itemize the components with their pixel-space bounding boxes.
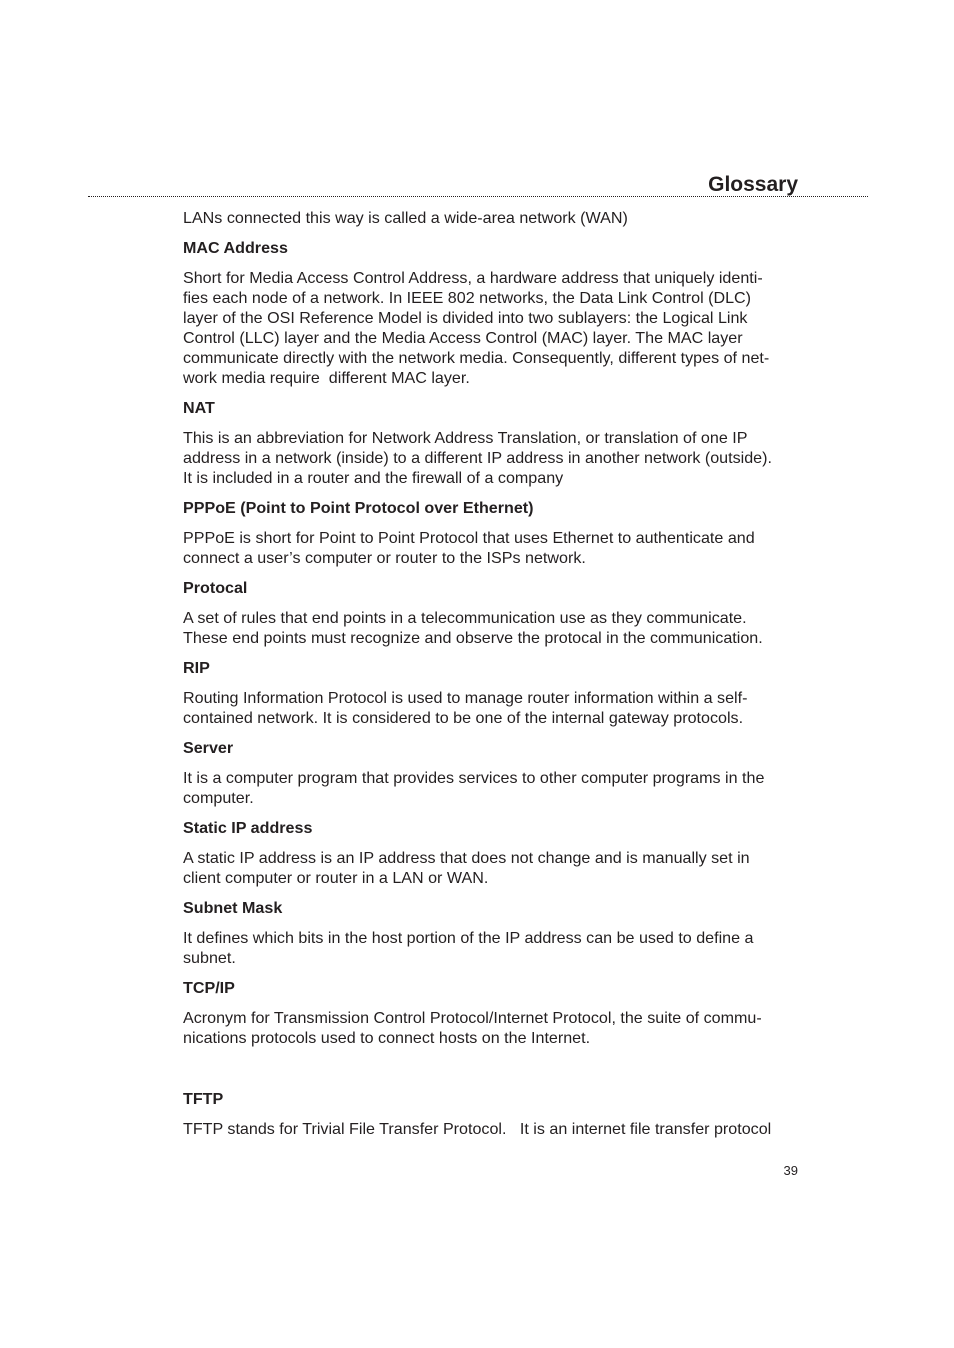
definition-line: address in a network (inside) to a different IP address in another network (outside).	[183, 449, 772, 467]
glossary-term: TFTP	[183, 1090, 224, 1108]
definition-line: connect a user’s computer or router to the ISPs network.	[183, 549, 586, 567]
definition-line: TFTP stands for Trivial File Transfer Protocol. It is an internet file transfer protocol	[183, 1120, 772, 1138]
definition-line: communicate directly with the network media. Consequently, different types of net-	[183, 349, 770, 367]
glossary-definition	[183, 1008, 803, 1048]
definition-line: It defines which bits in the host portion of the IP address can be used to define a	[183, 929, 754, 947]
glossary-definition	[183, 428, 803, 488]
glossary-definition	[183, 528, 803, 568]
definition-line: A static IP address is an IP address that does not change and is manually set in	[183, 849, 750, 867]
definition-line: fies each node of a network. In IEEE 802 networks, the Data Link Control (DLC)	[183, 289, 752, 307]
definition-line: computer.	[183, 789, 254, 807]
definition-line: client computer or router in a LAN or WAN.	[183, 869, 489, 887]
page-title: Glossary	[708, 173, 798, 196]
definition-line: Acronym for Transmission Control Protocol/Internet Protocol, the suite of commu-	[183, 1009, 762, 1027]
definition-line: This is an abbreviation for Network Address Translation, or translation of one IP	[183, 429, 748, 447]
definition-line: layer of the OSI Reference Model is divided into two sublayers: the Logical Link	[183, 309, 748, 327]
definition-line: It is included in a router and the firewall of a company	[183, 469, 564, 487]
glossary-definition	[183, 848, 803, 888]
glossary-definition	[183, 268, 803, 388]
glossary-definition	[183, 608, 803, 648]
definition-line: work media require different MAC layer.	[183, 369, 470, 387]
definition-line: Short for Media Access Control Address, a hardware address that uniquely identi-	[183, 269, 763, 287]
definition-line: A set of rules that end points in a telecommunication use as they communicate.	[183, 609, 747, 627]
definition-line: subnet.	[183, 949, 236, 967]
glossary-term: Server	[183, 739, 234, 757]
definition-line: It is a computer program that provides services to other computer programs in the	[183, 769, 765, 787]
definition-line: These end points must recognize and observe the protocal in the communication.	[183, 629, 763, 647]
definition-line: nications protocols used to connect hosts on the Internet.	[183, 1029, 591, 1047]
page-number: 39	[783, 1163, 798, 1178]
glossary-term: Subnet Mask	[183, 899, 283, 917]
definition-line: contained network. It is considered to be one of the internal gateway protocols.	[183, 709, 744, 727]
glossary-term: Protocal	[183, 579, 248, 597]
glossary-term: Static IP address	[183, 819, 313, 837]
definition-line: PPPoE is short for Point to Point Protocol that uses Ethernet to authenticate and	[183, 529, 755, 547]
glossary-definition	[183, 1119, 803, 1139]
glossary-term: PPPoE (Point to Point Protocol over Ethernet)	[183, 499, 534, 517]
glossary-definition	[183, 928, 803, 968]
glossary-term: NAT	[183, 399, 215, 417]
header-dotted-rule	[88, 196, 868, 197]
glossary-content	[183, 208, 803, 1149]
definition-line: Control (LLC) layer and the Media Access Control (MAC) layer. The MAC layer	[183, 329, 743, 347]
glossary-definition	[183, 688, 803, 728]
glossary-definition	[183, 768, 803, 808]
glossary-term: MAC Address	[183, 239, 288, 257]
glossary-term: TCP/IP	[183, 979, 235, 997]
glossary-term: RIP	[183, 659, 210, 677]
intro-text: LANs connected this way is called a wide-area network (WAN)	[183, 209, 628, 227]
definition-line: Routing Information Protocol is used to manage router information within a self-	[183, 689, 748, 707]
glossary-entries	[183, 238, 803, 1139]
